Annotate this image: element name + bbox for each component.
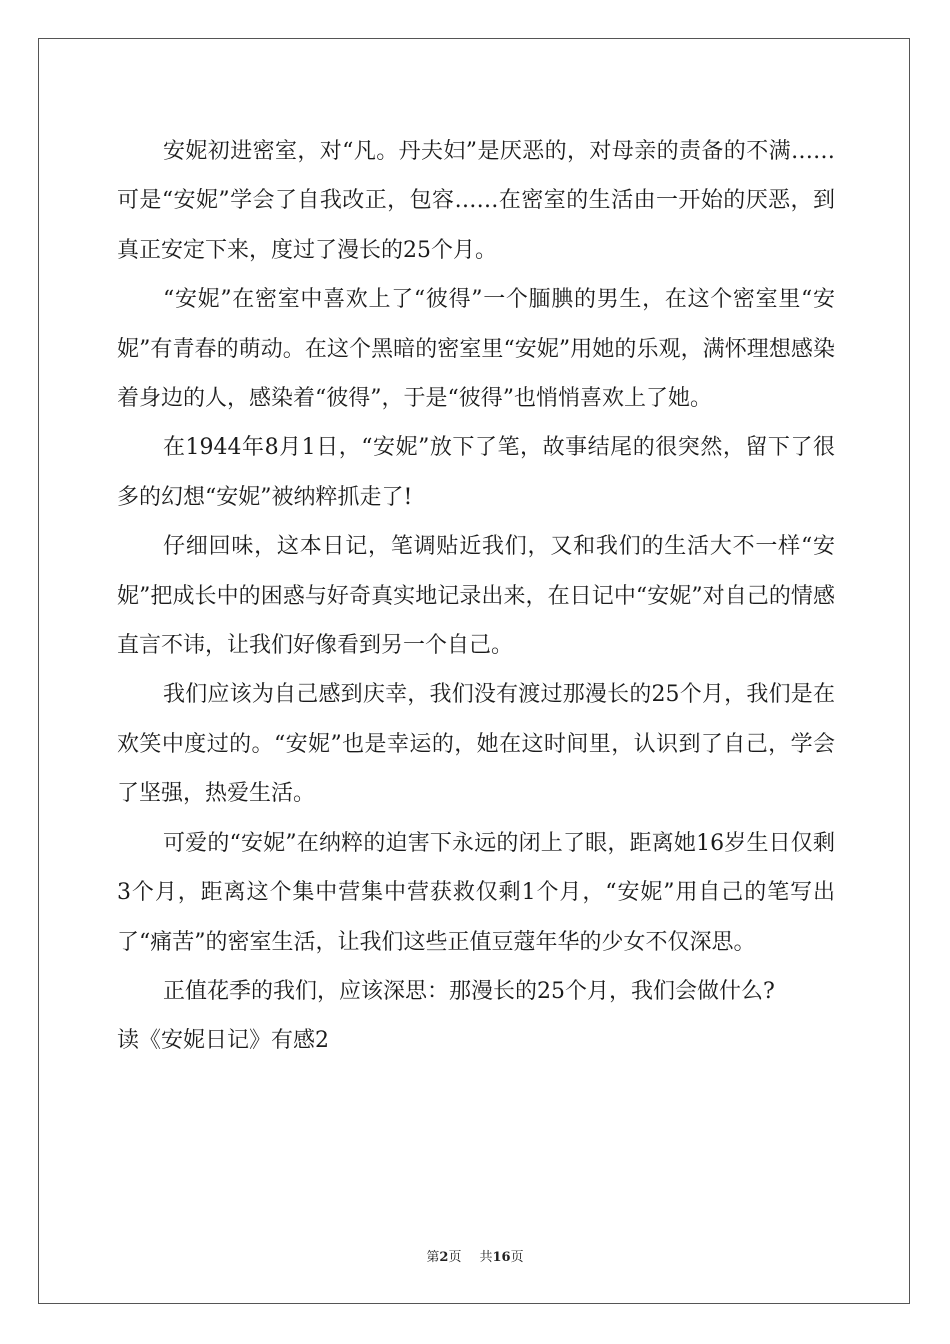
document-body [117,127,835,1066]
paragraph-4: 仔细回味，这本日记，笔调贴近我们，又和我们的生活大不一样“安妮”把成长中的困惑与好奇真实地记录出来，在日记中“安妮”对自己的情感直言不讳，让我们好像看到另一个自己。 [117,534,835,659]
paragraph-2: “安妮”在密室中喜欢上了“彼得”一个腼腆的男生，在这个密室里“安妮”有青春的萌动。在这个黑暗的密室里“安妮”用她的乐观，满怀理想感染着身边的人，感染着“彼得”，于是“彼得”也悄悄喜欢上了她。 [117,287,835,412]
total-pages: 16 [492,1250,511,1265]
section-heading: 读《安妮日记》有感2 [117,1028,329,1054]
page-footer [0,1246,950,1265]
paragraph-7: 正值花季的我们，应该深思：那漫长的25个月，我们会做什么? [163,978,775,1004]
page-suffix: 页 [448,1250,462,1265]
paragraph-6: 可爱的“安妮”在纳粹的迫害下永远的闭上了眼，距离她16岁生日仅剩3个月，距离这个集中营集中营获救仅剩1个月，“安妮”用自己的笔写出了“痛苦”的密室生活，让我们这些正值豆蔻年华的少女不仅深思。 [117,830,835,955]
page-number: 2 [439,1250,449,1265]
total-suffix: 页 [510,1250,524,1265]
total-prefix: 共 [479,1250,493,1265]
paragraph-3: 在1944年8月1日，“安妮”放下了笔，故事结尾的很突然，留下了很多的幻想“安妮”被纳粹抓走了! [117,435,835,510]
page-prefix: 第 [426,1250,440,1265]
paragraph-5: 我们应该为自己感到庆幸，我们没有渡过那漫长的25个月，我们是在欢笑中度过的。“安妮”也是幸运的，她在这时间里，认识到了自己，学会了坚强，热爱生活。 [117,682,835,807]
paragraph-1: 安妮初进密室，对“凡。丹夫妇”是厌恶的，对母亲的责备的不满……可是“安妮”学会了自我改正，包容……在密室的生活由一开始的厌恶，到真正安定下来，度过了漫长的25个月。 [117,139,835,263]
